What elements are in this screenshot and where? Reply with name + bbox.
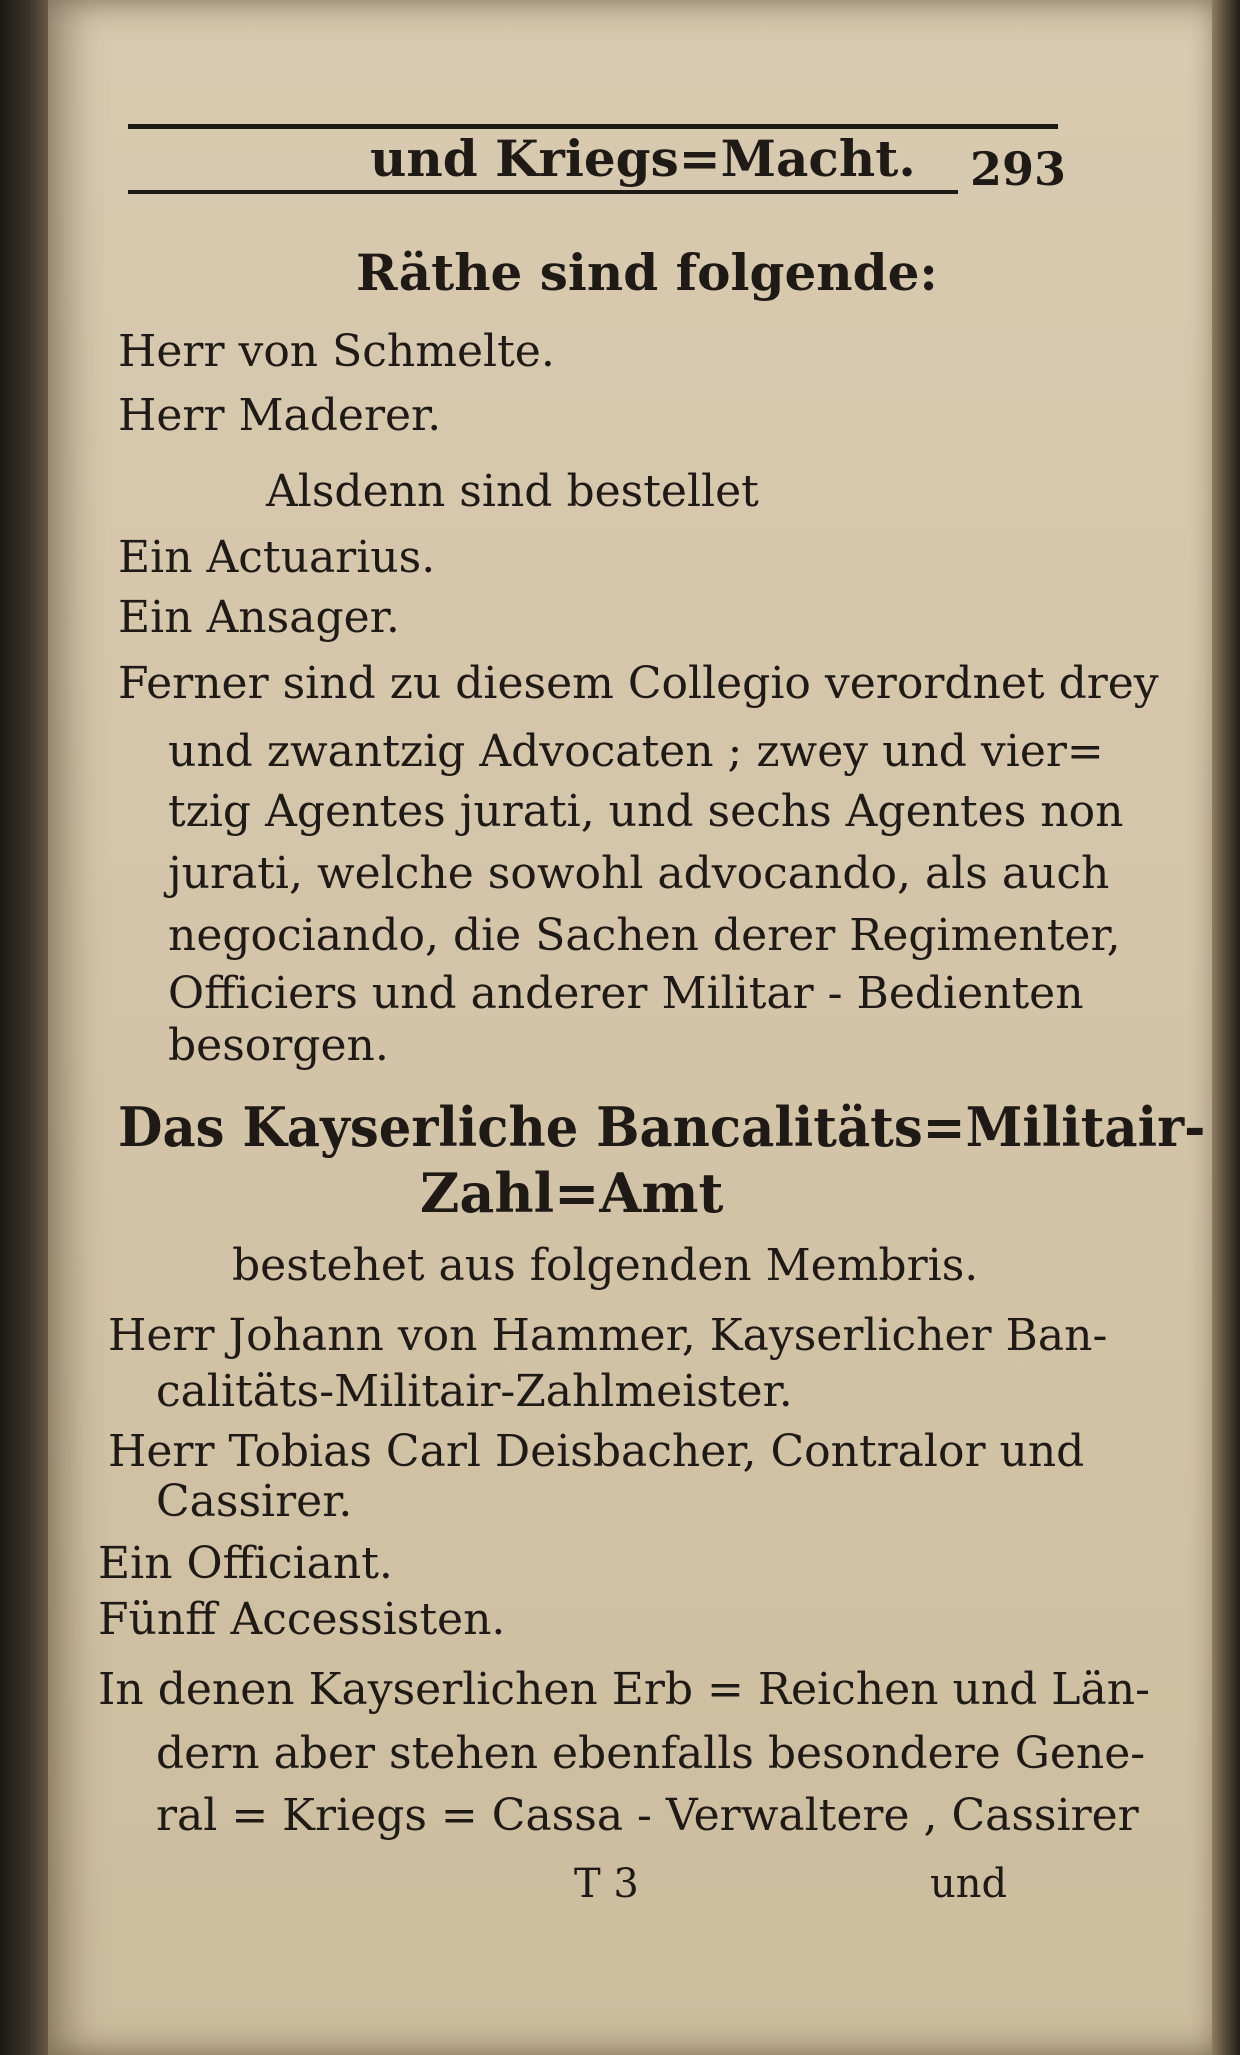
zahlamt-subheading: bestehet aus folgenden Membris. [232,1240,979,1291]
item-actuarius: Ein Actuarius. [118,532,436,583]
ferner-line-5: negociando, die Sachen derer Regimenter, [168,910,1121,961]
member-schmelte: Herr von Schmelte. [118,326,555,377]
entry-deisbacher-line-2: Cassirer. [156,1476,353,1527]
ferner-line-2: und zwantzig Advocaten ; zwey und vier= [168,726,1104,777]
item-ansager: Ein Ansager. [118,592,400,643]
ferner-line-3: tzig Agentes jurati, und sechs Agentes non [168,786,1124,837]
raethe-heading: Räthe sind folgende: [356,243,938,302]
catchword: und [930,1861,1008,1907]
ferner-line-7: besorgen. [168,1020,389,1071]
signature-mark: T 3 [574,1861,639,1907]
zahlamt-title-line-2: Zahl=Amt [420,1161,724,1225]
entry-officiant: Ein Officiant. [98,1538,393,1589]
page-edge-shadow [1212,0,1240,2055]
erbreiche-line-2: dern aber stehen ebenfalls besondere Gene- [156,1728,1146,1779]
ferner-line-6: Officiers und anderer Militar - Bedienten [168,968,1084,1019]
zahlamt-title-line-1: Das Kayserliche Bancalitäts=Militair- [118,1095,1206,1159]
entry-accessisten: Fünff Accessisten. [98,1594,506,1645]
erbreiche-line-1: In denen Kayserlichen Erb = Reichen und Län- [98,1664,1150,1715]
entry-deisbacher-line-1: Herr Tobias Carl Deisbacher, Contralor und [108,1426,1085,1477]
entry-hammer-line-1: Herr Johann von Hammer, Kayserlicher Ban- [108,1310,1108,1361]
header-rule-bottom [128,190,958,194]
page-number: 293 [970,142,1067,196]
erbreiche-line-3: ral = Kriegs = Cassa - Verwaltere , Cassirer [156,1790,1139,1841]
ferner-line-1: Ferner sind zu diesem Collegio verordnet drey [118,658,1159,709]
member-maderer: Herr Maderer. [118,390,442,441]
entry-hammer-line-2: calitäts-Militair-Zahlmeister. [156,1366,793,1417]
running-head: und Kriegs=Macht. [370,129,916,188]
ferner-line-4: jurati, welche sowohl advocando, als auch [168,848,1110,899]
bestellet-heading: Alsdenn sind bestellet [266,466,759,517]
